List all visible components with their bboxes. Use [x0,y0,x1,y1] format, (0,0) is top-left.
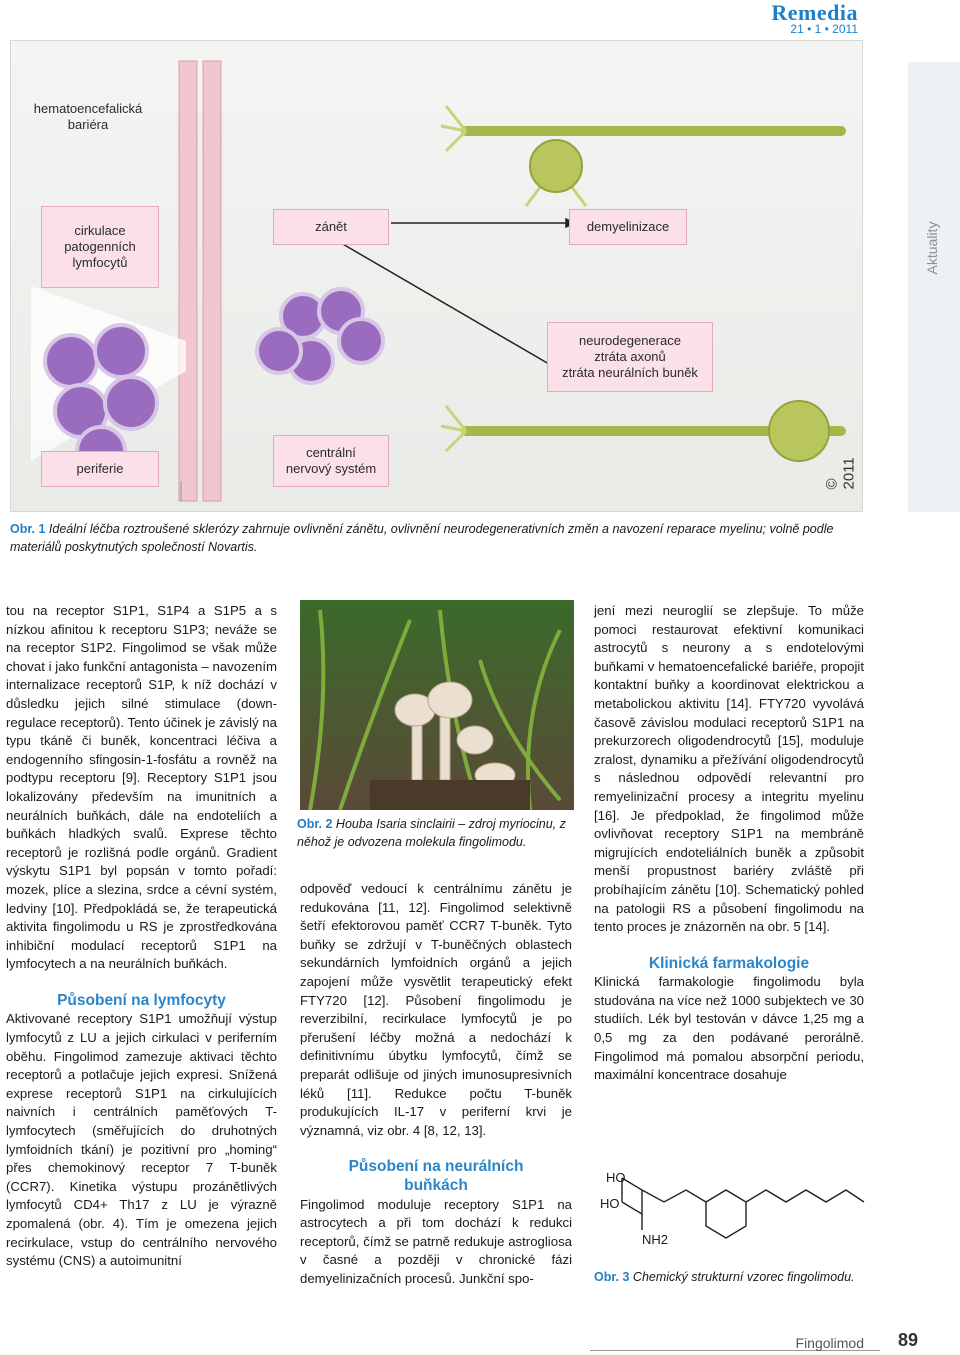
col3-heading: Klinická farmakologie [648,954,810,972]
label-inflammation: zánět [273,209,389,245]
figure-1-caption-text: Ideální léčba roztroušené sklerózy zahrnuje ovlivnění zánětu, ovlivnění neurodegenerativních změn a navození reparace myelinu; volně podle materiálů poskytnutých společností Novartis. [10,522,834,555]
col2-paragraph-1: odpověď vedoucí k centrálnímu zánětu je redukována [11, 12]. Fingolimod selektivně šetří efektorovou paměť CCR7 T-buněk. Tyto buňky se zdržují v T-buněčných oblastech sekundárních lymfoidních orgánů a jejich zapojení může vysvětlit terapeutický efekt FTY720 [12]. Působení fingolimodu je reverzibilní, recirkulace lymfocytů je po přerušení léčby možná a nedochází k definitivnímu úbytku lymfocytů, čímž se preparát odlišuje od jiných imunosupresivních léků [11]. Redukce počtu T-buněk produkujících IL-17 v periferní krvi je významná, viz obr. 4 [8, 12, 13]. [300,881,572,1138]
issue-number: 21 • 1 • 2011 [790,22,858,36]
label-barrier: hematoencefalická bariéra [33,100,143,132]
footer-label: Fingolimod [795,1335,864,1351]
figure-3-caption [594,1268,884,1286]
chem-ho-2: HO [600,1196,620,1211]
figure-1-caption [10,520,880,556]
figure-2-photo [300,600,574,810]
figure-3-caption-text: Chemický strukturní vzorec fingolimodu. [632,1270,855,1284]
figure-2-caption-text: Houba Isaria sinclairii – zdroj myriocinu, z něhož je odvozena molekula fingolimodu. [297,817,566,850]
figure-1-illustration [10,40,863,512]
chem-ho-1: HO [606,1170,626,1185]
column-3 [594,602,864,1085]
chem-nh2: NH2 [642,1232,669,1247]
col1-paragraph-1: tou na receptor S1P1, S1P4 a S1P5 a s nízkou afinitou k receptoru S1P3; neváže se na receptor S1P2. Fingolimod se však může chovat i jako funkční antagonista – navozením internalizace receptorů S1P, k níž dochází v důsledku jejich silné stimulace (down-regulace receptorů). Tento účinek je závislý na typu tkáně či buněk, koncentraci léčiva a endogenního sfingosin-1-fosfátu a rovněž na podtypu receptoru [9]. Receptory S1P1 jsou lokalizovány především na imunitních a neurálních buňkách, dále na endoteliích a buňkách hladkých svalů. Exprese těchto receptorů je rozlišná podle orgánů. Gradient výskytu S1P1 byl popsán v tomto pořadí: mozek, plíce a slezina, srdce a cévní systém, ledviny [10]. Předpokládá se, že terapeutická aktivita fingolimodu u RS je zprostředkována inhibiční modulací receptorů S1P1 na lymfocytech a na neurálních buňkách. [6,603,277,972]
label-demyelination: demyelinizace [569,209,687,245]
label-neurodegeneration: neurodegenerace ztráta axonů ztráta neurálních buněk [547,322,713,392]
section-label: Aktuality [924,221,940,275]
figure-1-caption-prefix: Obr. 1 [10,522,46,536]
col1-paragraph-2: Aktivované receptory S1P1 umožňují výstup lymfocytů z LU a jejich cirkulaci v periferním oběhu. Fingolimod zamezuje aktivaci těchto receptorů a potlačuje jejich expresi. Snížená exprese receptorů S1P1 na cirkulujících naivních i centrálních paměťových T-lymfocytech (směřujících do druhotných lymfoidních tkání) je pozitivní pro „homing“ přes chemokinový receptor 7 T-buněk (CCR7). Kinetika výstupu prozánětlivých lymfocytů CD4+ Th17 z LU je výrazně zpomalená (obr. 4). Tím je omezena jejich recirkulace, vstup do centrálního nervového systému (CNS) a autoimunitní [6,1011,277,1269]
col1-heading: Působení na lymfocyty [57,991,226,1009]
figure-2-caption [297,815,577,851]
label-periphery: periferie [41,451,159,487]
journal-logo: Remedia [771,0,858,25]
col2-paragraph-2: Fingolimod moduluje receptory S1P1 na astrocytech a při tom dochází k redukci receptorů, čímž se patrně redukuje astrogliosa v časné a později v chronické fázi demyelinizačních procesů. Junkční spo- [300,1196,572,1286]
column-2 [300,880,572,1288]
figure-2-caption-prefix: Obr. 2 [297,817,333,831]
col3-paragraph-2: Klinická farmakologie fingolimodu byla studována na více než 1000 subjektech ve 30 studiích. Lék byl testován v dávce 1,25 mg a 0,5 mg za den podávané perorálně. Fingolimod má pomalou absorpční periodu, maximální koncentrace dosahuje [594,974,864,1083]
label-circulation: cirkulace patogenních lymfocytů [41,206,159,288]
col3-paragraph-1: jení mezi neuroglií se zlepšuje. To může pomoci restaurovat efektivní komunikaci astrocytů s neurony a s endotelovými buňkami v hematoencefalické bariéře, propojit kontaktní buňky a koordinovat elektrickou a metabolickou aktivitu [14]. FTY720 vyvolává časově závislou modulaci receptorů S1P1 na prekurzorech oligodendrocytů [15], moduluje zralost, dynamiku a přežívání oligodendrocytů s následnou odpovědí relevantní pro remyelinizační procesy a integritu myelinu [16]. Je předpoklad, že fingolimod může ovlivňovat receptory S1P1 na membráně migrujících endoteliálních buněk a způsobit menší propustnost bariéry zvláště při probíhajícím zánětu [10]. Schematický pohled na patologii RS a působení fingolimodu na tento proces je znázorněn na obr. 5 [14]. [594,603,864,935]
section-tab [908,62,960,512]
page-number: 89 [897,1330,918,1350]
label-cns: centrální nervový systém [273,435,389,487]
figure-3-structure [594,1140,874,1245]
figure-copyright: © 2011 [823,457,858,490]
column-1 [6,602,277,1271]
figure-3-caption-prefix: Obr. 3 [594,1270,630,1284]
col2-heading: Působení na neurálních buňkách [348,1158,524,1194]
